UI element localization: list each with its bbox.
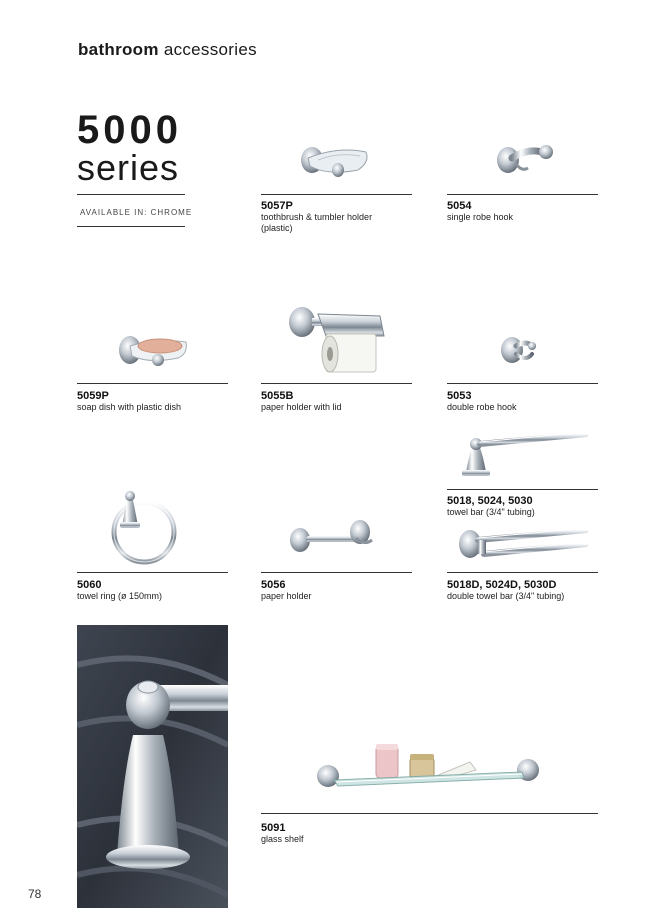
rule-5091 — [261, 813, 598, 814]
header-category-bold: bathroom — [78, 40, 159, 59]
double-towel-bar-image — [456, 524, 590, 568]
rule-5060 — [77, 572, 228, 573]
rule-5057p — [261, 194, 412, 195]
product-desc: paper holder — [261, 591, 312, 601]
product-desc: glass shelf — [261, 834, 304, 844]
product-code: 5018, 5024, 5030 — [447, 495, 533, 507]
product-code: 5057P — [261, 200, 293, 212]
toothbrush-holder-image — [298, 138, 378, 184]
paper-holder-lid-image — [286, 300, 388, 376]
soap-dish-image — [116, 324, 190, 372]
series-rule-bottom — [77, 226, 185, 227]
product-code: 5091 — [261, 822, 286, 834]
rule-5056 — [261, 572, 412, 573]
series-number: 5000 — [77, 108, 182, 152]
product-desc: toothbrush & tumbler holder — [261, 212, 373, 222]
product-desc: single robe hook — [447, 212, 514, 222]
page-header — [78, 40, 257, 60]
double-robe-hook-image — [498, 330, 538, 370]
towel-bar-image — [456, 428, 590, 484]
glass-shelf-image — [310, 738, 550, 798]
product-desc: paper holder with lid — [261, 402, 342, 412]
product-code: 5056 — [261, 579, 286, 591]
page-number: 78 — [28, 887, 42, 901]
product-desc: (plastic) — [261, 223, 293, 233]
product-closeup-photo — [77, 625, 228, 908]
product-desc: soap dish with plastic dish — [77, 402, 182, 412]
product-desc: double towel bar (3/4" tubing) — [447, 591, 565, 601]
rule-5054 — [447, 194, 598, 195]
single-robe-hook-image — [494, 138, 558, 180]
product-code: 5055B — [261, 390, 294, 402]
rule-5059p — [77, 383, 228, 384]
product-code: 5018D, 5024D, 5030D — [447, 579, 557, 591]
series-word: series — [77, 147, 180, 188]
product-desc: towel bar (3/4" tubing) — [447, 507, 535, 517]
product-code: 5053 — [447, 390, 472, 402]
series-rule-top — [77, 194, 185, 195]
paper-holder-image — [286, 518, 382, 556]
rule-5053 — [447, 383, 598, 384]
product-desc: double robe hook — [447, 402, 517, 412]
rule-5055b — [261, 383, 412, 384]
product-code: 5054 — [447, 200, 472, 212]
header-category-rest: accessories — [163, 40, 257, 59]
towel-ring-image — [104, 490, 188, 566]
product-desc: towel ring (ø 150mm) — [77, 591, 163, 601]
product-code: 5060 — [77, 579, 102, 591]
rule-5018 — [447, 489, 598, 490]
availability-label: AVAILABLE IN: CHROME — [80, 208, 193, 217]
rule-5018d — [447, 572, 598, 573]
product-code: 5059P — [77, 390, 109, 402]
